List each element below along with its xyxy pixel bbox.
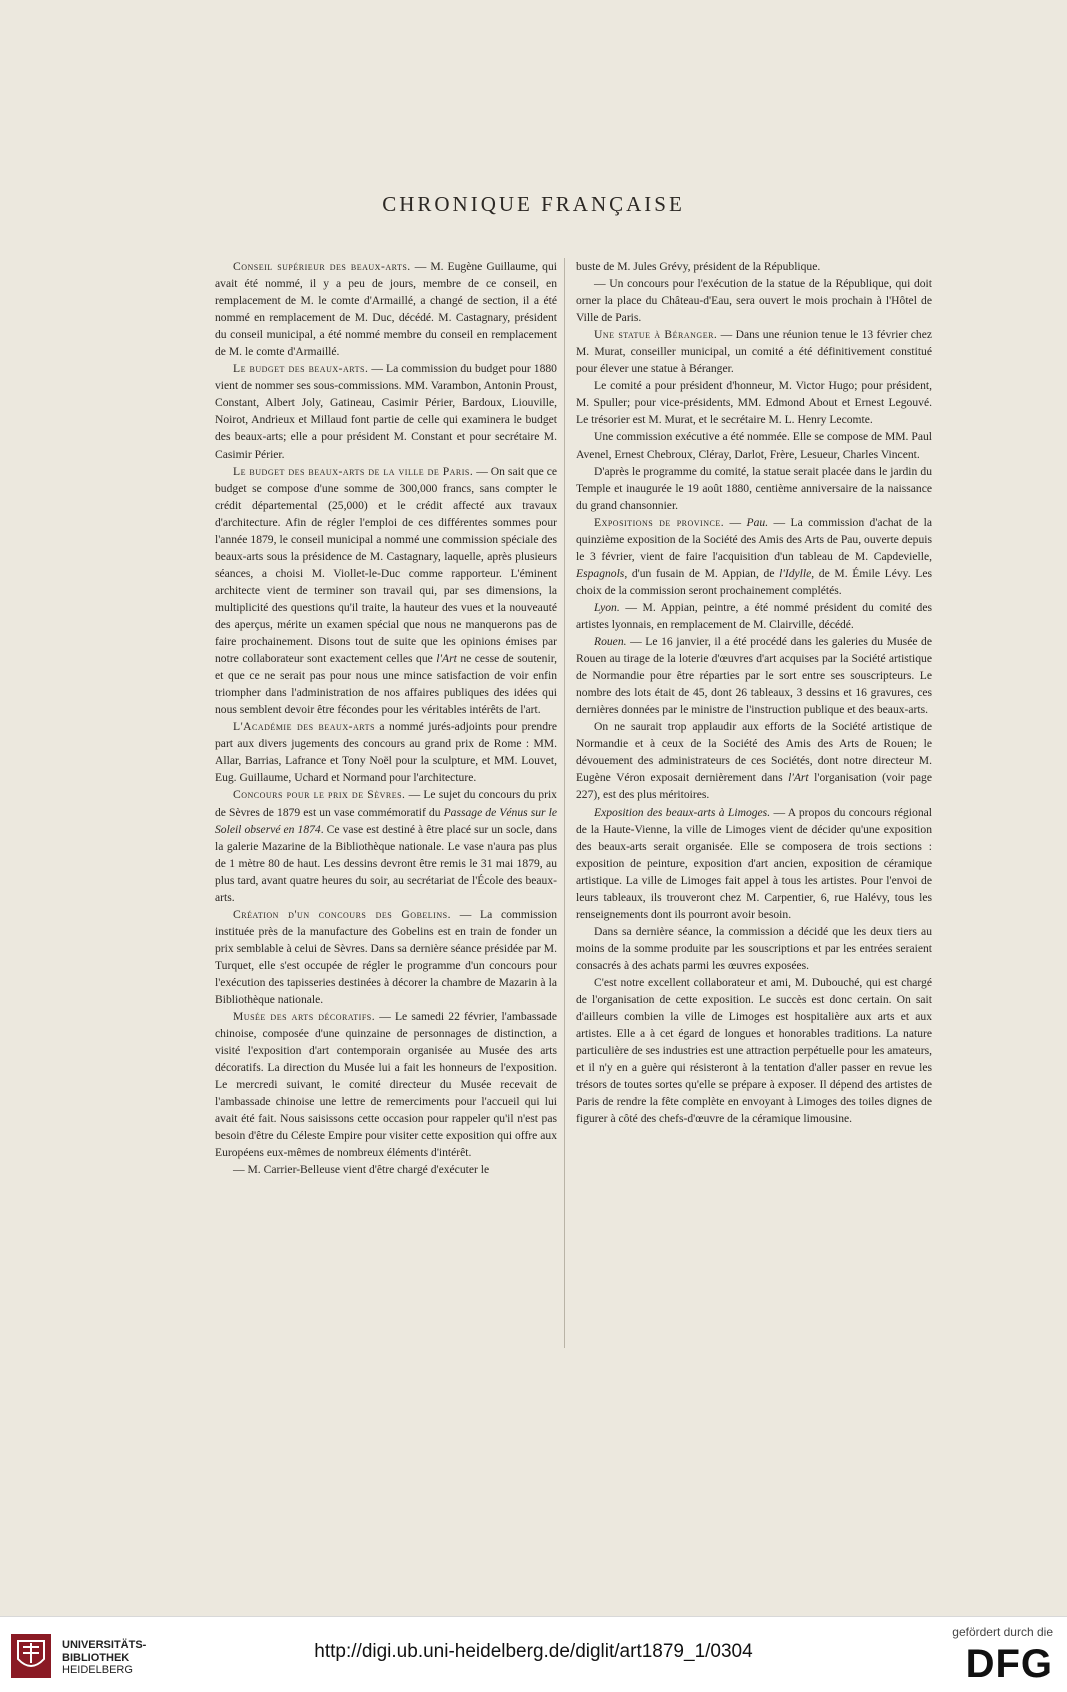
paragraph-text: — M. Appian, peintre, a été nommé président du comité des artistes lyonnais, en remplacement de M. Clairville, décédé. (576, 600, 932, 631)
italic-text: l'Art (436, 652, 457, 666)
paragraph (215, 258, 557, 360)
page-title: CHRONIQUE FRANÇAISE (382, 192, 685, 216)
paragraph-text: — Le samedi 22 février, l'ambassade chinoise, composée d'une quinzaine de personnages de distinction, a visité l'exposition d'art contemporain organisée au Musée des arts décoratifs. La direction du Musée lui a fait les honneurs de l'exposition. Le mercredi suivant, le comité directeur du Musée recevait de l'ambassade chinoise une lettre de remerciments pour l'accueil qui lui avait été fait. Nous saisissons cette occasion pour rappeler qu'il n'est pas besoin d'être du Céleste Empire pour visiter cette exposition qui offre aux Européens eux-mêmes de nombreux éléments d'intérêt. (215, 1010, 557, 1160)
italic-text: Pau. (746, 515, 769, 529)
column-divider (564, 258, 565, 1348)
paragraph-text: — La commission instituée près de la manufacture des Gobelins est en train de fonder un prix semblable à celui de Sèvres. Dans sa dernière séance présidée par M. Turquet, elle s'est occupée de régler le programme d'un concours pour l'exécution des tapisseries destinées à décorer la chambre de Mazarin à la Bibliothèque nationale. (215, 907, 557, 1007)
paragraph (576, 326, 932, 377)
paragraph: Une commission exécutive a été nommée. Elle se compose de MM. Paul Avenel, Ernest Chebroux, Cléray, Darlot, Frère, Lesueur, Charles Vincent. (576, 430, 932, 461)
paragraph (215, 360, 557, 462)
paragraph-text: , de M. Émile Lévy. Les choix de la commission seront prochainement complétés. (576, 566, 933, 597)
paragraph-text: — Dans une réunion tenue le 13 février chez M. Murat, conseiller municipal, un comité a été définitivement constitué pour élever une statue à Béranger. (576, 328, 932, 376)
section-heading: Création d'un concours des Gobelins. (233, 907, 451, 921)
paragraph-text: — A propos du concours régional de la Haute-Vienne, la ville de Limoges vient de décider qu'une exposition des beaux-arts serait organisée. Elle se composera de trois sections : exposition de peinture, exposition d'art ancien, exposition de céramique artistique. La ville de Limoges fait appel à tous les artistes. Pour l'envoi de leurs tableaux, ils trouveront chez M. Carpentier, 6, rue Halévy, tous les renseignements dont ils pourront avoir besoin. (576, 805, 932, 921)
section-heading: Conseil supérieur des beaux-arts. (233, 260, 411, 273)
italic-text: Passage de Vénus sur le Soleil observé en 1874 (215, 805, 558, 836)
paragraph (215, 786, 557, 905)
library-name-line: UNIVERSITÄTS- (62, 1639, 147, 1651)
italic-text: Espagnols (576, 566, 625, 580)
funding-label: gefördert durch die (952, 1625, 1053, 1639)
paragraph: — M. Carrier-Belleuse vient d'être chargé d'exécuter le (233, 1163, 490, 1177)
section-heading: Concours pour le prix de Sèvres. (233, 788, 406, 802)
paragraph-text: — On sait que ce budget se compose d'une somme de 300,000 francs, sans compter le crédit départemental (25,000) et le crédit affecté aux travaux d'architecture. Afin de régler l'emploi de ces différentes sommes pour l'année 1879, le conseil municipal a nommé une commission spéciale des beaux-arts sous la présidence de M. Castagnary, laquelle, après plusieurs séances, a choisi M. Viollet-le-Duc comme rapporteur. L'éminent architecte vient de terminer son travail qui, par ses dimensions, la multiplicité des questions qu'il traite, la hauteur des vues et la nouveauté des aperçus, mérite un examen spécial que nous ne manquerons pas de faire prochainement. Disons tout de suite que les opinions émises par notre collaborateur sont exactement celles que (215, 464, 557, 666)
paragraph (215, 1008, 557, 1161)
section-heading: Une statue à Béranger. (594, 328, 718, 342)
viewer-footer (0, 1616, 1067, 1692)
right-column (576, 258, 932, 1127)
dfg-logo[interactable]: DFG (965, 1642, 1053, 1686)
paragraph-text: , d'un fusain de M. Appian, de (624, 566, 780, 580)
paragraph: Le comité a pour président d'honneur, M. Victor Hugo; pour président, M. Spuller; pour vice-présidents, MM. Edmond About et Ernest Legouvé. Le trésorier est M. Murat, et le secrétaire M. L. Henry Lecomte. (576, 379, 932, 427)
paragraph-text: — La commission d'achat de la quinzième exposition de la Société des Amis des Arts de Pau, ouverte depuis le 3 février, vient de faire l'acquisition d'un tableau de M. Capdevielle, (576, 515, 932, 563)
paragraph-text: a nommé jurés-adjoints pour prendre part aux divers jugements des concours au grand prix de Rome : MM. Allar, Barrias, Lafrance et Tony Noël pour la sculpture, et MM. Louvet, Eug. Guillaume, Uchard et Normand pour l'architecture. (215, 720, 557, 785)
section-heading: Musée des arts décoratifs. (233, 1010, 376, 1024)
section-heading: L'Académie des beaux-arts (233, 720, 375, 734)
paragraph (576, 718, 932, 803)
paragraph (576, 633, 932, 718)
paragraph-text: — M. Eugène Guillaume, qui avait été nommé, il y a peu de jours, membre de ce conseil, en remplacement de M. le comte d'Armaillé, a changé de section, il a été nommé en remplacement de M. Duc, décédé. M. Castagnary, président du conseil municipal, a été nommé membre du conseil en remplacement de M. le comte d'Armaillé. (215, 260, 557, 359)
italic-text: l'Art (788, 771, 809, 785)
paragraph: buste de M. Jules Grévy, président de la République. (576, 260, 821, 273)
paragraph: Dans sa dernière séance, la commission a décidé que les deux tiers au moins de la somme produite par les souscriptions et par les entrées seraient consacrés à des achats parmi les œuvres exposées. (576, 924, 932, 972)
paragraph (215, 463, 557, 719)
paragraph-text: . Ce vase est destiné à être placé sur un socle, dans la galerie Mazarine de la Bibliothèque nationale. Le vase n'aura pas plus de 1 mètre 80 de haut. Les dessins devront être remis le 31 mai 1879, au plus tard, avant quatre heures du soir, au secrétariat de l'École des beaux-arts. (215, 822, 557, 904)
italic-text: Lyon. (594, 600, 620, 614)
library-name-line: HEIDELBERG (62, 1664, 133, 1676)
paragraph: — Un concours pour l'exécution de la statue de la République, qui doit orner la place du Château-d'Eau, sera ouvert le mois prochain à l'Hôtel de Ville de Paris. (576, 277, 932, 325)
section-heading: Expositions de province. (594, 515, 725, 529)
paragraph (215, 718, 557, 786)
paragraph-text: ne cesse de soutenir, et que ce ne serait pas pour nous une mince satisfaction de voir enfin triompher dans l'administration de nos affaires publiques des idées qui nous semblent devoir être fécondes pour les véritables intérêts de l'art. (215, 652, 557, 717)
paragraph-text: On ne saurait trop applaudir aux efforts de la Société artistique de Normandie et à ceux de la Société des Amis des Arts de Rouen; le dévouement des administrateurs de ces Sociétés, dont notre directeur M. Eugène Véron exposait dernièrement dans (576, 720, 932, 785)
paragraph: C'est notre excellent collaborateur et ami, M. Dubouché, qui est chargé de l'organisation de cette exposition. Le succès est donc certain. On sait d'ailleurs combien la ville de Limoges est hospitalière aux arts et aux artistes. Elle a à cet égard de longues et honorables traditions. La nature particulière de ses industries est une attraction perpétuelle pour les amateurs, et il n'y en a guère qui résisteront à la tentation d'aller passer en revue les trésors de toutes sortes qu'elle se prépare à exposer. Il dépend des artistes de Paris de rendre la fête complète en envoyant à Limoges des toiles dignes de figurer à côté des chefs-d'œuvre de la céramique limousine. (576, 975, 932, 1126)
italic-text: Rouen. (594, 635, 627, 649)
paragraph: D'après le programme du comité, la statue serait placée dans le jardin du Temple et inaugurée le 19 août 1880, centième anniversaire de la naissance du grand chansonnier. (576, 464, 932, 512)
section-heading: Le budget des beaux-arts. (233, 362, 369, 376)
paragraph (576, 514, 932, 599)
paragraph (576, 599, 932, 633)
paragraph-text: — Le sujet du concours du prix de Sèvres de 1879 est un vase commémoratif du (215, 788, 557, 819)
paragraph-text: — Le 16 janvier, il a été procédé dans les galeries du Musée de Rouen au tirage de la loterie d'œuvres d'art acquises par la Société artistique de Normandie pour être réparties par le sort entre ses souscripteurs. Le nombre des lots était de 45, dont 26 tableaux, 3 dessins et 16 gravures, ces dernières données par le ministre de l'instruction publique et des beaux-arts. (576, 635, 932, 717)
paragraph-text: — La commission du budget pour 1880 vient de nommer ses sous-commissions. MM. Varambon, Antonin Proust, Constant, Albert Joly, Gatineau, Casimir Périer, Bardoux, Liouville, Noirot, Andrieux et Millaud font partie de celle qui examinera le budget des beaux-arts; elle a pour président M. Constant et pour secrétaire M. Casimir Périer. (215, 362, 557, 461)
library-name-line: BIBLIOTHEK (62, 1651, 130, 1664)
italic-text: Exposition des beaux-arts à Limoges. (594, 805, 771, 819)
permalink-url[interactable]: http://digi.ub.uni-heidelberg.de/diglit/art1879_1/0304 (314, 1641, 753, 1662)
italic-text: l'Idylle (779, 566, 812, 580)
paragraph-text: l'organisation (voir page 227), est des plus méritoires. (576, 771, 932, 802)
section-heading: Le budget des beaux-arts de la ville de Paris. (233, 464, 474, 478)
paragraph-text: — (724, 515, 747, 529)
left-column (215, 258, 557, 1179)
paragraph (576, 804, 932, 923)
paragraph (215, 906, 557, 1008)
